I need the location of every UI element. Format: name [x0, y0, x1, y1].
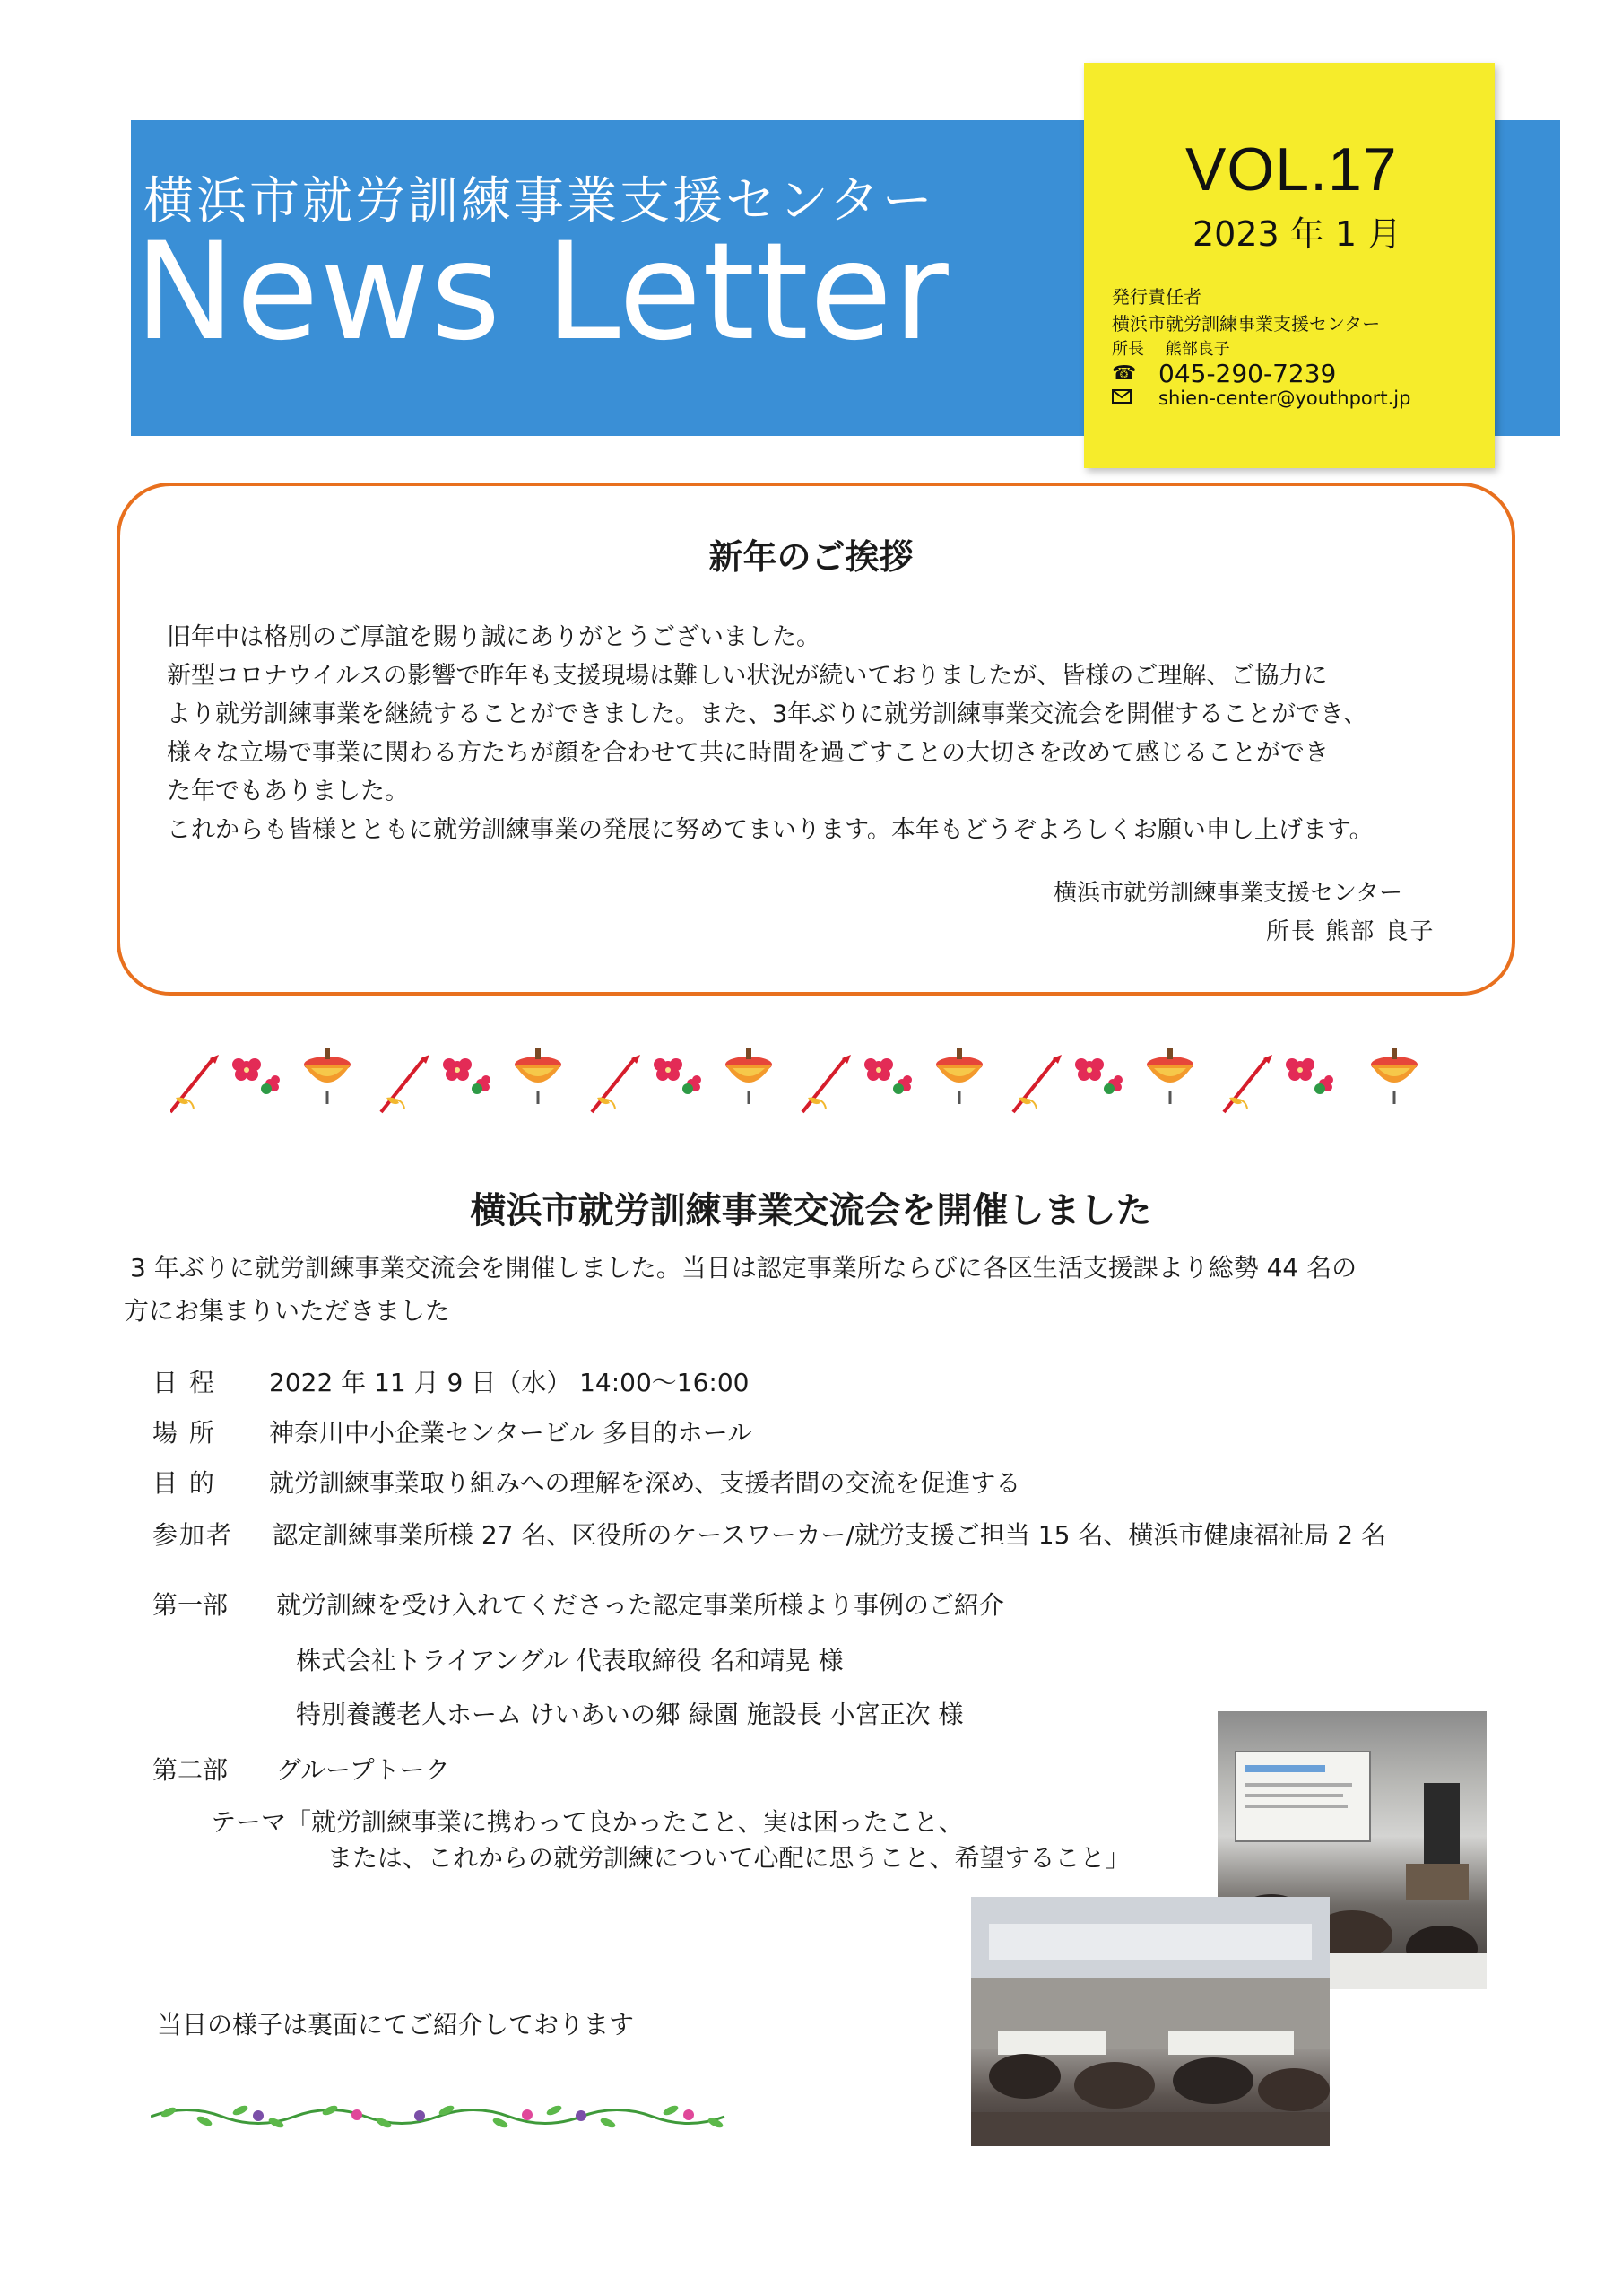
part1-speaker: 特別養護老人ホーム けいあいの郷 緑園 施設長 小宮正次 様 — [296, 1700, 964, 1729]
event-photo-hall — [971, 1897, 1330, 2146]
publisher-label: 発行責任者 — [1112, 286, 1201, 308]
part2-label: 第二部 — [152, 1755, 229, 1785]
greeting-signature-org: 横浜市就労訓練事業支援センター — [1054, 880, 1402, 907]
part2-description: グループトーク — [276, 1755, 450, 1785]
part1-description: 就労訓練を受け入れてくださった認定事業所様より事例のご紹介 — [276, 1590, 1005, 1620]
contact-phone: 045-290-7239 — [1158, 359, 1337, 388]
phone-icon: ☎ — [1112, 362, 1137, 385]
newsletter-title: News Letter — [134, 214, 950, 370]
detail-value-participants: 認定訓練事業所様 27 名、区役所のケースワーカー/就労支援ご担当 15 名、横浜市健康福祉局 2 名 — [273, 1520, 1386, 1550]
vine-decoration — [151, 2085, 742, 2139]
publisher-director: 所長 熊部良子 — [1112, 340, 1230, 359]
detail-value-schedule: 2022 年 11 月 9 日（水） 14:00～16:00 — [269, 1368, 750, 1397]
greeting-line: た年でもありました。 — [167, 778, 409, 805]
greeting-title: 新年のご挨拶 — [708, 537, 914, 577]
detail-label-schedule: 日 程 — [152, 1368, 216, 1397]
greeting-signature-name: 所長 熊部 良子 — [1266, 918, 1436, 945]
theme-text: テーマ「就労訓練事業に携わって良かったこと、実は困ったこと、 — [211, 1807, 964, 1837]
greeting-line: 旧年中は格別のご厚誼を賜り誠にありがとうございました。 — [167, 623, 820, 651]
detail-label-participants: 参加者 — [152, 1520, 234, 1550]
part1-label: 第一部 — [152, 1590, 229, 1620]
greeting-line: 様々な立場で事業に関わる方たちが顔を合わせて共に時間を過ごすことの大切さを改めて感じることができ — [167, 739, 1329, 767]
detail-value-purpose: 就労訓練事業取り組みへの理解を深め、支援者間の交流を促進する — [269, 1468, 1021, 1498]
event-intro: 方にお集まりいただきました — [124, 1296, 451, 1326]
detail-label-venue: 場 所 — [152, 1418, 216, 1448]
greeting-line: より就労訓練事業を継続することができました。また、3年ぶりに就労訓練事業交流会を開催することができ、 — [167, 700, 1368, 728]
greeting-line: 新型コロナウイルスの影響で昨年も支援現場は難しい状況が続いておりましたが、皆様のご理解、ご協力に — [167, 662, 1328, 690]
issue-date: 2023 年 1 月 — [1193, 214, 1402, 254]
footer-note: 当日の様子は裏面にてご紹介しております — [157, 2010, 635, 2039]
part1-speaker: 株式会社トライアングル 代表取締役 名和靖晃 様 — [296, 1646, 844, 1675]
greeting-line: これからも皆様とともに就労訓練事業の発展に努めてまいります。本年もどうぞよろしくお願い申し上げます。 — [167, 816, 1374, 844]
theme-text: または、これからの就労訓練について心配に思うこと、希望すること」 — [327, 1843, 1131, 1873]
detail-label-purpose: 目 的 — [152, 1468, 216, 1498]
new-year-decoration — [170, 1045, 1470, 1117]
contact-email[interactable]: shien-center@youthport.jp — [1158, 387, 1411, 409]
event-intro: 3 年ぶりに就労訓練事業交流会を開催しました。当日は認定事業所ならびに各区生活支援課より総勢 44 名の — [130, 1253, 1357, 1283]
issue-volume: VOL.17 — [1185, 135, 1398, 204]
detail-value-venue: 神奈川中小企業センタービル 多目的ホール — [269, 1418, 753, 1448]
publisher-org: 横浜市就労訓練事業支援センター — [1112, 313, 1381, 335]
mail-icon — [1112, 389, 1132, 404]
event-title: 横浜市就労訓練事業交流会を開催しました — [470, 1190, 1152, 1231]
header-subtitle: 横浜市就労訓練事業支援センター — [143, 172, 935, 230]
